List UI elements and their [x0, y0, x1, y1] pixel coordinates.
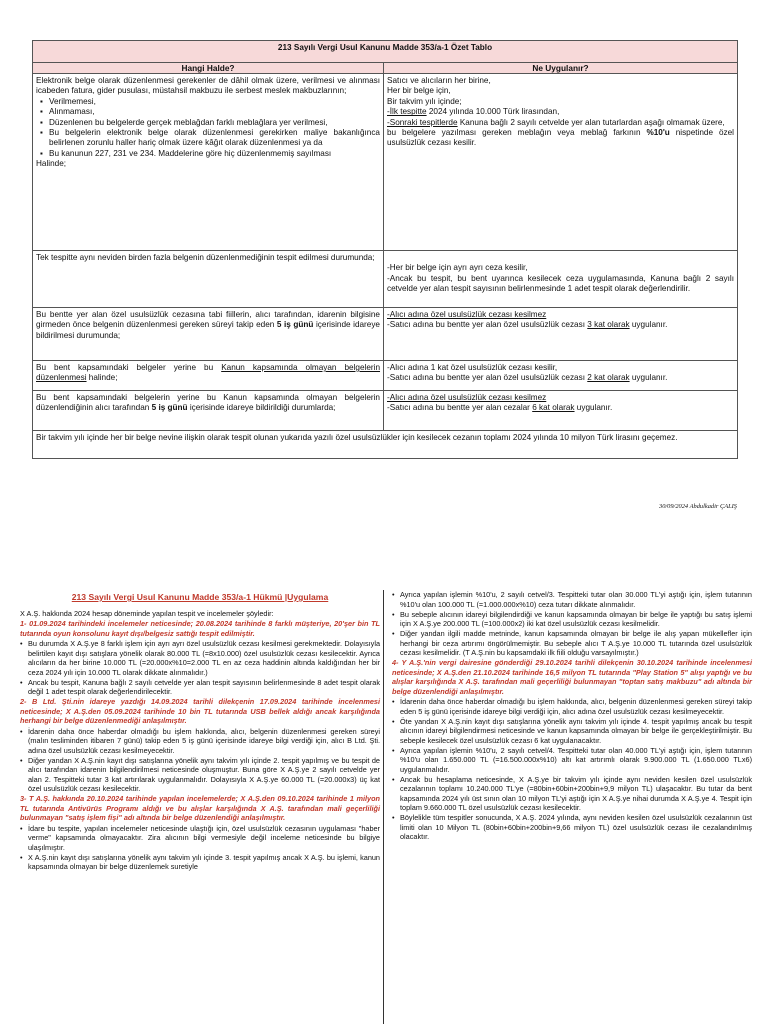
table-title: 213 Sayılı Vergi Usul Kanunu Madde 353/a-1 Özet Tablo	[33, 41, 738, 63]
table-cell-condition	[33, 74, 384, 251]
case-list	[392, 697, 752, 842]
row3-text: Bu bentte yer alan özel usulsüzlük cezasına tabi fiillerin, alıcı tarafından, idarenin bilgisine girmeden önce belgenin düzenlenmesi gereken süreyi takip eden	[36, 310, 380, 330]
case-heading: 4- Y A.Ş.'nin vergi dairesine gönderdiği 29.10.2024 tarihli dilekçenin 30.10.2024 tarihinde incelenmesi neticesinde; X A.Ş.den 21.10.2024 tarihinde 16,5 milyon TL tutarında "Play Station 5" alışı yaptığı ve bu alışlar karşılığında X A.Ş. tarafından mali geçerliliği bulunmayan "toptan satış makbuzu" adı altında bir belge düzenlendiği anlaşılmıştır.	[392, 658, 752, 696]
row3-deadline: 5 iş günü	[276, 320, 314, 330]
case-list	[20, 727, 380, 794]
list-item: • Ayrıca yapılan işlemin %10'u, 2 sayılı cetvel/4. Tespitteki tutar olan 40.000 TL'yi aştığı için, işlem tutarının %10'u olan 1.650.000 TL (=16.500.000x%10) altı kat artırımlı olarak 9.900.000 TL (1.650.000 TLx6) uygulanmalıdır.	[392, 746, 752, 775]
list-item: • Ayrıca yapılan işlemin %10'u, 2 sayılı cetvel/3. Tespitteki tutar olan 30.000 TL'yi aştığı için, işlem tutarının %10'u olan 100.000 TL (=1.000.000x%10) ceza tutarı dikkate alınmalıdır.	[392, 590, 752, 609]
later-detection-label: -Sonraki tespitlerde	[387, 117, 458, 127]
row1-result-line: Her bir belge için,	[387, 86, 451, 96]
row2-result: -Her bir belge için ayrı ayrı ceza kesilir, -Ancak bu tespit, bu bent uyarınca kesilecek ceza uygulamasında, Kanuna bağlı 2 sayılı cetvelde yer alan tespit sayısının belirlenmesinde 1 adet tespit olarak değerlendirilir.	[387, 263, 734, 294]
list-item: • Bu sebeple alıcının idareyi bilgilendirdiği ve kanun kapsamında olmayan bir belge ile yaptığı bu satış işlemi için X A.Ş.ye 200.000 TL (=100.000x2) iki kat özel usulsüzlük cezası kesilmelidir.	[392, 610, 752, 629]
row5-result-text: uygulanır.	[574, 403, 613, 413]
list-item: • Diğer yandan ilgili madde metninde, kanun kapsamında olmayan bir belge ile alış yapan mükellefler için herhangi bir ceza artırımı öngörülmemiştir. Bu sebeple alıcı T A.Ş.ye 10.000 TL tutarında özel usulsüzlük cezası kesilmelidir. (T A.Ş.nin bu kapsamdaki ilk fiili olduğu varsayılmıştır.)	[392, 629, 752, 658]
table-cell-result	[384, 251, 738, 308]
list-item: • İdarenin daha önce haberdar olmadığı bu işlem hakkında, alıcı, belgenin düzenlenmesi gereken süreyi takip eden 5 iş günü içerisinde idareye bilgi verdiği için, alıcı adına özel usulsüzlük cezası kesilmeyecektir.	[392, 697, 752, 716]
case-list	[392, 590, 752, 658]
first-detection-label: -İlk tespitte	[387, 107, 427, 117]
row5-condition	[36, 393, 380, 414]
row5-result-multiplier: 6 kat olarak	[532, 403, 575, 413]
table-cell-result	[384, 308, 738, 361]
summary-table-section	[32, 40, 737, 459]
table-row	[33, 431, 738, 459]
row1-result-line	[387, 128, 734, 149]
list-item: • Diğer yandan X A.Ş.nin kayıt dışı satışlarına yönelik aynı takvim yılı içinde 2. tespit yapılmış ve bu tespit de alıcı tarafından idarenin bilgilendirilmesi neticesinde oluşmuştur. Buna göre X A.Ş.ye 2 sayılı cetvelde yer alan 2. Tespitteki tutar 3 kat artırılarak uygulanmalıdır. Dolayısıyla X A.Ş.ye 60.000 TL (=20.000x3) üç kat özel usulsüzlük cezası kesilecektir.	[20, 756, 380, 794]
table-cell-condition	[33, 251, 384, 308]
row4-result-text: -Satıcı adına bu bentte yer alan özel usulsüzlük cezası	[387, 373, 588, 383]
case-heading: 1- 01.09.2024 tarihindeki incelemeler neticesinde; 20.08.2024 tarihinde 8 farklı müşteriye, 20'şer bin TL tutarında oyun konsolunu kayıt dışı/belgesiz sattığı tespit edilmiştir.	[20, 619, 380, 638]
column-header-left: Hangi Halde?	[33, 63, 384, 74]
table-cell-result	[384, 361, 738, 391]
list-item: ▪ Bu belgelerin elektronik belge olarak düzenlenmesi gerekirken maliye bakanlığınca belirlenen zorunlu haller hariç olmak üzere kâğıt olarak düzenlenmesi ya da	[36, 128, 380, 149]
row1-end: Halinde;	[36, 159, 67, 169]
table-row	[33, 308, 738, 361]
row4-result-multiplier: 2 kat olarak	[587, 373, 630, 383]
summary-table	[32, 40, 738, 459]
article-section	[20, 590, 752, 872]
row4-text: Bu bent kapsamındaki belgeler yerine bu	[36, 363, 222, 373]
row1-result-text: bu belgelere yazılması gereken meblağın veya meblağ farkının	[387, 128, 647, 138]
row1-result-line: Satıcı ve alıcıların her birine,	[387, 76, 491, 85]
case-heading: 2- B Ltd. Şti.nin idareye yazdığı 14.09.2024 tarihli dilekçenin 17.09.2024 tarihinde incelenmesi neticesinde; X A.Ş.den 05.09.2024 tarihinde 10 bin TL tutarında USB bellek aldığı ancak karşılığında herhangi bir belge düzenlenmediği anlaşılmıştır.	[20, 697, 380, 725]
table-cell-condition	[33, 391, 384, 431]
table-cell-condition	[33, 308, 384, 361]
row3-result-seller	[387, 320, 734, 330]
list-item: • Ancak bu tespit, Kanuna bağlı 2 sayılı cetvelde yer alan tespit sayısının belirlenmesinde 8 adet tespit olarak değil 1 adet tespit olarak değerlendirilecektir.	[20, 678, 380, 697]
row1-result-line	[387, 107, 734, 117]
list-item: • İdare bu tespite, yapılan incelemeler neticesinde ulaştığı için, özel usulsüzlük cezasının uygulaması "haber verme" kapsamında olmayacaktır. Zira alıcının bilgi vermesiyle değil inceleme neticesinde bu bilgiye ulaşılmıştır.	[20, 824, 380, 853]
row1-result-line	[387, 118, 734, 128]
list-item: • Böylelikle tüm tespitler sonucunda, X A.Ş. 2024 yılında, aynı neviden kesilen özel usulsüzlük cezalarının üst limiti olan 10 Milyon TL (80bin+60bin+200bin+9,66 milyon TL) özel usulsüzlük cezası ile cezalandırılmış olacaktır.	[392, 813, 752, 842]
row4-result-text: uygulanır.	[629, 373, 668, 383]
row4-condition	[36, 363, 380, 384]
case-heading: 3- T A.Ş. hakkında 20.10.2024 tarihinde yapılan incelemelerde; X A.Ş.den 09.10.2024 tarihinde 1 milyon TL tutarında Antivürüs Programı aldığı ve bu alışlar karşılığında X A.Ş. tarafından mali geçerliliği bulunmayan "satış işlem fişi" adı altında bir belge düzenlendiği anlaşılmıştır.	[20, 794, 380, 822]
row5-deadline: 5 iş günü	[151, 403, 188, 413]
column-header-right: Ne Uygulanır?	[384, 63, 738, 74]
article-intro: X A.Ş. hakkında 2024 hesap döneminde yapılan tespit ve incelemeler şöyledir:	[20, 608, 274, 618]
row3-result-text: -Satıcı adına bu bentte yer alan özel usulsüzlük cezası	[387, 320, 588, 330]
table-row	[33, 361, 738, 391]
row1-result-percent: %10'u	[646, 128, 670, 138]
list-item: • Bu durumda X A.Ş.ye 8 farklı işlem için ayrı ayrı özel usulsüzlük cezası kesilmesi gerekmektedir. Dolayısıyla belirtilen kayıt dışı satışlara yönelik olarak 80.000 TL (=8x10.000) özel usulsüzlük cezası kesilecektir. Ayrıca alıcıların da her birine 10.000 TL (=20.000x%10=2.000 TL en az ceza haddinin altında kaldığından her bir ceza 2024 yılı için 10.000 TL olarak dikkate alınmalıdır.)	[20, 639, 380, 677]
table-cell-limit: Bir takvim yılı içinde her bir belge nevine ilişkin olarak tespit olunan yukarıda yazılı özel usulsüzlükler için kesilecek cezanın toplamı 2024 yılında 10 milyon Türk lirasını geçemez.	[33, 431, 738, 459]
list-item: • X A.Ş.nin kayıt dışı satışlarına yönelik aynı takvim yılı içinde 3. tespit yapılmış ancak X A.Ş. bu işlemi, kanun kapsamında olmayan bir belge düzenlemek suretiyle	[20, 853, 380, 872]
row5-result-seller	[387, 403, 734, 413]
table-row	[33, 251, 738, 308]
article-column-right	[392, 590, 752, 872]
date-author-signature: 30/09/2024 Abdulkadir ÇALIŞ	[659, 503, 737, 510]
case-list	[20, 639, 380, 697]
list-item: ▪ Alınmaması,	[36, 107, 380, 117]
table-row	[33, 391, 738, 431]
list-item: • Ancak bu hesaplama neticesinde, X A.Ş.ye bir takvim yılı içinde aynı neviden kesilen özel usulsüzlük cezalarının toplamı 10.240.000 TL'ye (=80bin+60bin+200bin+9,9 milyon TL) ulaşacaktır. Bu tutar da bent kapsamında 2024 yılı üst sının olan 10 milyon TL'yi aştığı için X A.Ş.ye nihai durumda X A.Ş.ye 4. Tespit için toplam 9.660.000 TL özel usulsüzlük cezası kesilecektir.	[392, 775, 752, 813]
row5-result-text: -Satıcı adına bu bentte yer alan cezalar	[387, 403, 533, 413]
list-item: ▪ Düzenlenen bu belgelerde gerçek meblağdan farklı meblağlara yer verilmesi,	[36, 118, 380, 128]
row4-result-seller	[387, 373, 734, 383]
list-item: ▪ Verilmemesi,	[36, 97, 380, 107]
row3-result-buyer: -Alıcı adına özel usulsüzlük cezası kesilmez	[387, 310, 547, 320]
first-detection-text: 2024 yılında 10.000 Türk lirasından,	[426, 107, 560, 117]
row1-intro: Elektronik belge olarak düzenlenmesi gerekenler de dâhil olmak üzere, verilmesi ve alınması icabeden fatura, gider pusulası, müstahsil makbuzu ile serbest meslek makbuzlarının;	[36, 76, 380, 96]
row3-text: içerisinde idareye bildirilmesi durumunda;	[36, 320, 380, 340]
row1-result-line: Bir takvim yılı içinde;	[387, 96, 462, 106]
case-list	[20, 824, 380, 872]
article-column-left	[20, 590, 380, 872]
row4-result-buyer: -Alıcı adına 1 kat özel usulsüzlük cezası kesilir,	[387, 363, 558, 373]
table-cell-result	[384, 391, 738, 431]
row1-list	[36, 97, 380, 159]
row3-condition	[36, 310, 380, 341]
list-item: • İdarenin daha önce haberdar olmadığı bu işlem hakkında, alıcı, belgenin düzenlenmesi gereken süreyi (malın tesliminden itibaren 7 günü) takip eden 5 iş günü içerisinde idareye bilgi verdiği için, alıcı B Ltd. Şti. adına özel usulsüzlük cezası kesilmeyecektir.	[20, 727, 380, 756]
table-cell-condition	[33, 361, 384, 391]
row2-condition: Tek tespitte aynı neviden birden fazla belgenin düzenlenmediğinin tespit edilmesi durumunda;	[36, 253, 375, 262]
article-title: 213 Sayılı Vergi Usul Kanunu Madde 353/a-1 Hükmü |Uygulama	[71, 592, 329, 602]
row1-result-text: nispetinde özel usulsüzlük cezası kesilir.	[387, 128, 734, 148]
row5-result-buyer: -Alıcı adına özel usulsüzlük cezası kesilmez	[387, 393, 547, 403]
list-item: ▪ Bu kanunun 227, 231 ve 234. Maddelerine göre hiç düzenlenmemiş sayılması	[36, 149, 380, 159]
row3-result-multiplier: 3 kat olarak	[587, 320, 630, 330]
table-row	[33, 74, 738, 251]
list-item: • Öte yandan X A.Ş.nin kayıt dışı satışlarına yönelik aynı takvim yılı içinde 4. tespit yapılmış ancak bu tespit alıcının idareyi bilgilendirmesi neticesinde ve kanun kapsamında olmayan bir belge ile gerçekleştirilmiştir. Bu sebeple kesilecek özel usulsüzlük cezası 6 kat uygulanacaktır.	[392, 717, 752, 746]
later-detection-text: Kanuna bağlı 2 sayılı cetvelde yer alan tutarlardan aşağı olmamak üzere,	[457, 117, 725, 127]
row5-text: Bu bent kapsamındaki belgelerin yerine bu Kanun kapsamında olmayan belgelerin düzenlendiğinin alıcı tarafından	[36, 393, 380, 413]
row5-text: içerisinde idareye bildirildiği durumlarda;	[187, 403, 336, 413]
row4-underlined: Kanun kapsamında olmayan belgelerin düzenlenmesi	[36, 363, 381, 383]
row4-text: halinde;	[86, 373, 118, 383]
table-cell-result	[384, 74, 738, 251]
row3-result-text: uygulanır.	[629, 320, 668, 330]
